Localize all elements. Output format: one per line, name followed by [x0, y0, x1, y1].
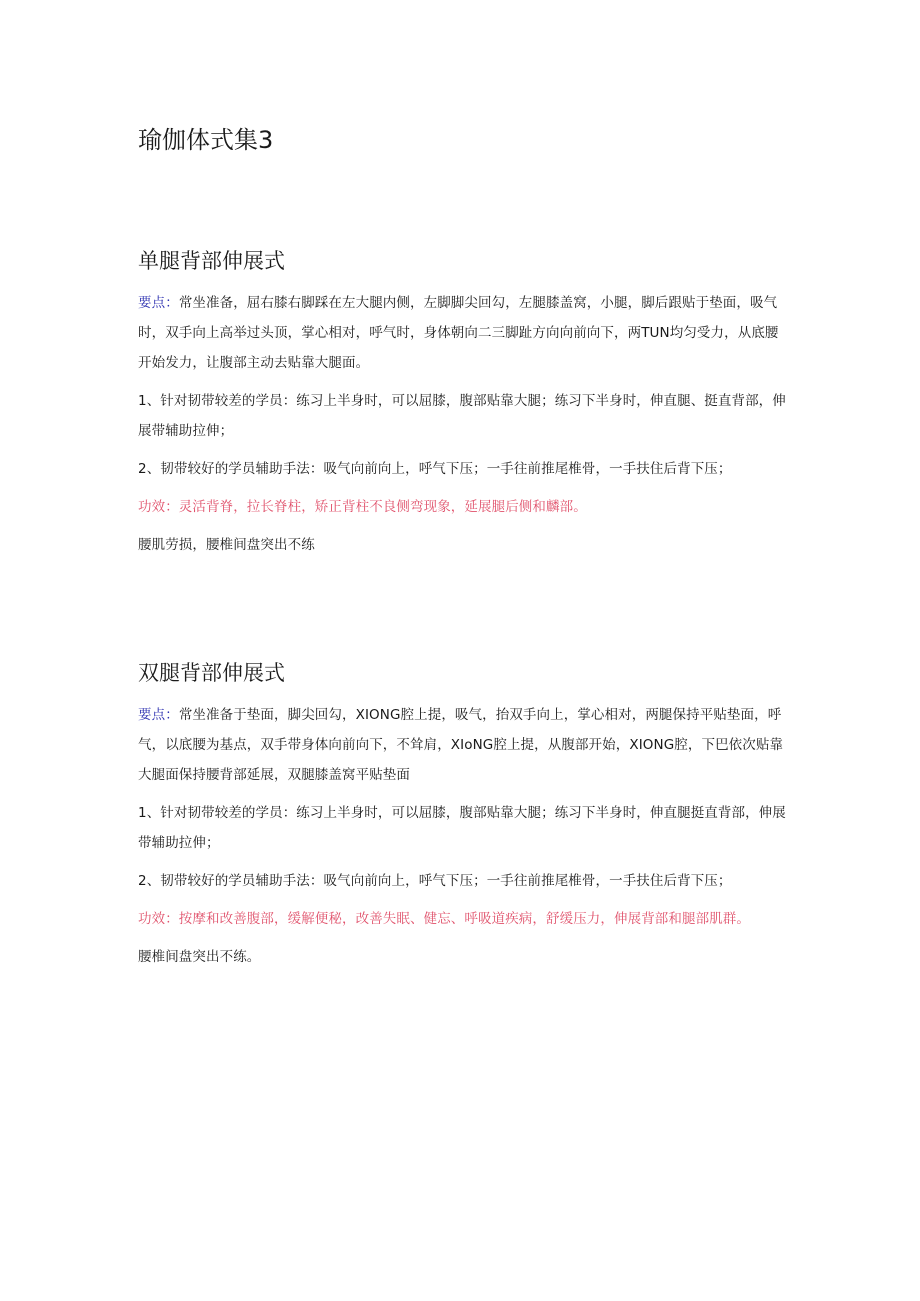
pose-section-double-leg — [138, 655, 788, 980]
key-points-text: 常坐准备于垫面，脚尖回勾，XIONG腔上提，吸气，抬双手向上，掌心相对，两腿保持平贴垫面，呼气，以底腰为基点，双手带身体向前向下，不耸肩，XIoNG腔上提，从腹部开始，XIONG腔，下巴依次贴靠大腿面保持腰背部延展，双腿膝盖窝平贴垫面 — [138, 707, 784, 783]
key-points-paragraph — [138, 288, 788, 378]
caution-paragraph: 腰椎间盘突出不练。 — [138, 949, 261, 965]
section-title: 双腿背部伸展式 — [138, 661, 285, 685]
tip-item-2: 2、韧带较好的学员辅助手法：吸气向前向上，呼气下压；一手往前推尾椎骨，一手扶住后背下压； — [138, 873, 732, 889]
key-points-label: 要点： — [138, 295, 179, 311]
benefit-paragraph: 功效：灵活背脊，拉长脊柱，矫正背柱不良侧弯现象，延展腿后侧和麟部。 — [138, 499, 587, 515]
section-title: 单腿背部伸展式 — [138, 249, 285, 273]
tip-item-2: 2、韧带较好的学员辅助手法：吸气向前向上，呼气下压；一手往前推尾椎骨，一手扶住后背下压； — [138, 461, 732, 477]
key-points-text: 常坐准备，屈右膝右脚踩在左大腿内侧，左脚脚尖回勾，左腿膝盖窝，小腿，脚后跟贴于垫面，吸气时，双手向上高举过头顶，掌心相对，呼气时，身体朝向二三脚趾方向向前向下，两TUN均匀受力，从底腰开始发力，让腹部主动去贴靠大腿面。 — [138, 295, 779, 371]
benefit-paragraph: 功效：按摩和改善腹部，缓解便秘，改善失眠、健忘、呼吸道疾病，舒缓压力，伸展背部和腿部肌群。 — [138, 911, 750, 927]
key-points-label: 要点： — [138, 707, 179, 723]
tip-item-1: 1、针对韧带较差的学员：练习上半身时，可以屈膝，腹部贴靠大腿；练习下半身时，伸直腿、挺直背部，伸展带辅助拉伸； — [138, 393, 786, 439]
caution-paragraph: 腰肌劳损，腰椎间盘突出不练 — [138, 537, 315, 553]
tip-item-1: 1、针对韧带较差的学员：练习上半身时，可以屈膝，腹部贴靠大腿；练习下半身时，伸直腿挺直背部，伸展带辅助拉伸； — [138, 805, 786, 851]
key-points-paragraph — [138, 700, 788, 790]
document-title: 瑜伽体式集3 — [138, 126, 274, 154]
pose-section-single-leg — [138, 243, 788, 568]
